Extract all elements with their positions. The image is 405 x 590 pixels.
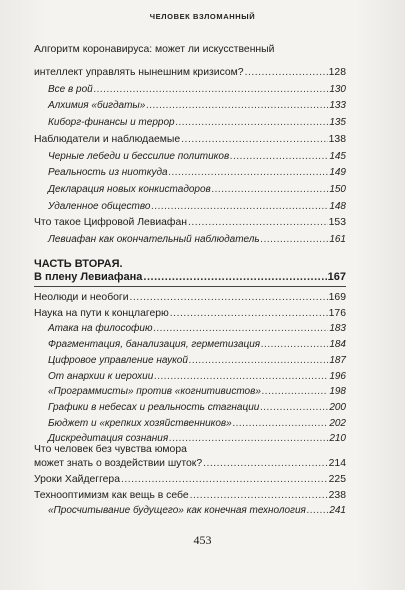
toc-entry bbox=[48, 201, 346, 213]
toc-entry-title: Киборг-финансы и террор bbox=[48, 117, 175, 129]
toc-entry bbox=[48, 402, 346, 414]
leader-dots bbox=[230, 151, 328, 163]
toc-entry bbox=[48, 184, 346, 196]
toc-entry-title: интеллект управлять нынешним кризисом? bbox=[34, 67, 244, 78]
leader-dots bbox=[169, 167, 329, 179]
toc-entry-page: 210 bbox=[329, 433, 346, 445]
toc-entry-title: Дискредитация сознания bbox=[48, 433, 169, 445]
leader-dots bbox=[181, 134, 327, 146]
toc-entry-title: Графики в небесах и реальность стагнации bbox=[48, 401, 260, 413]
toc-entry-page: 130 bbox=[329, 83, 346, 95]
leader-dots bbox=[233, 418, 329, 430]
toc-entry-page: 176 bbox=[328, 307, 346, 319]
part-title-page: 167 bbox=[327, 271, 346, 283]
toc-entry-page: 153 bbox=[328, 217, 346, 229]
toc-entry-page: 187 bbox=[329, 354, 346, 366]
toc-entry-continuation: Алгоритм коронавируса: может ли искусственный bbox=[34, 44, 275, 55]
leader-dots bbox=[146, 100, 328, 112]
toc-entry-page: 238 bbox=[328, 489, 346, 501]
toc-entry bbox=[34, 292, 346, 304]
leader-dots bbox=[94, 84, 329, 96]
toc-entry-page: 149 bbox=[329, 167, 346, 179]
toc-entry-page: 198 bbox=[329, 386, 346, 398]
toc-entry-page: 183 bbox=[329, 323, 346, 335]
leader-dots bbox=[143, 271, 326, 283]
toc-entry-page: 184 bbox=[329, 339, 346, 351]
leader-dots bbox=[260, 402, 328, 414]
running-head: ЧЕЛОВЕК ВЗЛОМАННЫЙ bbox=[149, 12, 256, 21]
toc-entry-title: От анархии к иерохии bbox=[48, 370, 154, 382]
toc-entry-title: Декларация новых конкистадоров bbox=[48, 183, 211, 195]
toc-entry-page: 202 bbox=[329, 417, 346, 429]
leader-dots bbox=[307, 505, 328, 517]
leader-dots bbox=[170, 308, 328, 320]
toc-entry-page: 200 bbox=[329, 401, 346, 413]
part-label: ЧАСТЬ ВТОРАЯ. bbox=[34, 258, 123, 270]
toc-entry-page: 133 bbox=[329, 100, 346, 112]
toc-entry bbox=[48, 234, 346, 246]
toc-entry-page: 138 bbox=[328, 133, 346, 145]
toc-entry-title: Наблюдатели и наблюдаемые bbox=[34, 133, 181, 145]
toc-entry-title: Все в рой bbox=[48, 83, 93, 95]
toc-entry bbox=[34, 474, 346, 486]
toc-entry bbox=[48, 100, 346, 112]
toc-entry bbox=[48, 117, 346, 129]
toc-entry bbox=[48, 505, 346, 517]
toc-entry bbox=[48, 418, 346, 430]
toc-entry-title: Черные лебеди и бессилие политиков bbox=[48, 150, 230, 162]
page-number: 453 bbox=[193, 533, 212, 547]
toc-entry-page: 135 bbox=[329, 117, 346, 129]
toc-entry-title: Наука на пути к концлагерю bbox=[34, 307, 169, 319]
toc-entry bbox=[48, 371, 346, 383]
toc-entry-page: 214 bbox=[328, 458, 346, 469]
toc-entry-title: Левиафан как окончательный наблюдатель bbox=[48, 234, 260, 245]
toc-entry-page: 225 bbox=[328, 473, 346, 485]
toc-entry-page: 150 bbox=[329, 183, 346, 195]
toc-entry bbox=[34, 67, 346, 79]
leader-dots bbox=[212, 184, 329, 196]
leader-dots bbox=[176, 117, 329, 129]
toc-entry-title: Бюджет и «крепких хозяйственников» bbox=[48, 417, 232, 429]
leader-dots bbox=[151, 201, 328, 213]
leader-dots bbox=[190, 490, 328, 502]
toc-entry bbox=[48, 167, 346, 179]
toc-entry-page: 196 bbox=[329, 370, 346, 382]
toc-entry-page: 145 bbox=[329, 150, 346, 162]
leader-dots bbox=[169, 433, 328, 445]
toc-entry-title: Алхимия «бигдаты» bbox=[48, 100, 146, 112]
toc-entry-page: 169 bbox=[328, 292, 346, 303]
toc-entry-title: Уроки Хайдеггера bbox=[34, 473, 120, 485]
toc-entry-page: 241 bbox=[329, 505, 346, 517]
leader-dots bbox=[188, 217, 328, 229]
toc-entry-title: Технооптимизм как вещь в себе bbox=[34, 489, 189, 501]
toc-entry-page: 161 bbox=[329, 234, 346, 245]
toc-entry bbox=[48, 323, 346, 335]
toc-entry-title: Атака на философию bbox=[48, 323, 153, 335]
toc-entry-title: Фрагментация, банализация, герметизация bbox=[48, 339, 261, 351]
toc-entry bbox=[34, 217, 346, 229]
toc-entry-title: Что такое Цифровой Левиафан bbox=[34, 217, 187, 229]
leader-dots bbox=[203, 458, 328, 470]
leader-dots bbox=[245, 67, 328, 79]
part-title-text: В плену Левиафана bbox=[34, 271, 143, 283]
leader-dots bbox=[261, 234, 329, 246]
toc-entry-page: 148 bbox=[329, 200, 346, 212]
toc-entry bbox=[48, 386, 346, 398]
toc-entry bbox=[34, 134, 346, 146]
toc-entry-title: «Просчитывание будущего» как конечная технология bbox=[48, 505, 306, 517]
toc-entry bbox=[48, 151, 346, 163]
leader-dots bbox=[153, 323, 328, 335]
part-title bbox=[34, 271, 346, 283]
toc-entry-title: Удаленное общество bbox=[48, 200, 151, 212]
toc-entry-title: «Программисты» против «когнитивистов» bbox=[48, 386, 261, 398]
part-divider bbox=[34, 286, 346, 287]
leader-dots bbox=[130, 292, 328, 304]
toc-entry-title: Цифровое управление наукой bbox=[48, 354, 188, 366]
toc-entry bbox=[34, 490, 346, 502]
toc-entry-title: Неолюди и необоги bbox=[34, 292, 129, 303]
toc-entry-continuation: Что человек без чувства юмора bbox=[34, 444, 187, 455]
toc-entry bbox=[34, 458, 346, 470]
leader-dots bbox=[154, 371, 328, 383]
toc-entry-title: Реальность из ниоткуда bbox=[48, 167, 168, 179]
toc-entry-page: 128 bbox=[328, 67, 346, 78]
toc-entry bbox=[34, 308, 346, 320]
leader-dots bbox=[261, 339, 328, 351]
toc-entry bbox=[48, 339, 346, 351]
toc-entry bbox=[48, 355, 346, 367]
leader-dots bbox=[189, 355, 328, 367]
leader-dots bbox=[262, 386, 328, 398]
toc-entry bbox=[48, 84, 346, 96]
leader-dots bbox=[121, 474, 328, 486]
toc-entry-title: может знать о воздействии шуток? bbox=[34, 458, 203, 469]
